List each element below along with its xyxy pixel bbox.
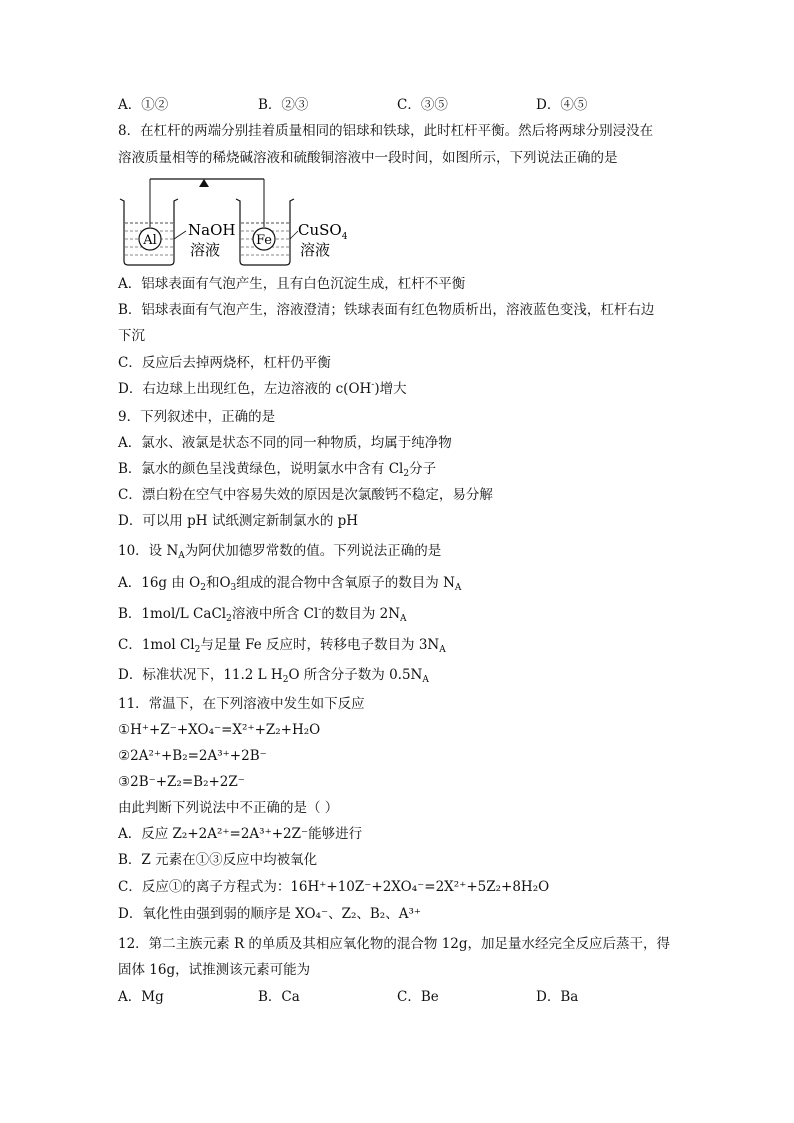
fe-ball-label: Fe xyxy=(255,233,273,248)
q11-stem: 11．常温下，在下列溶液中发生如下反应 xyxy=(118,696,365,712)
q9-option-b: B．氯水的颜色呈浅黄绿色，说明氯水中含有 $Cl_2$分子 xyxy=(118,461,437,479)
q9-option-a: A．氯水、液氯是状态不同的同一种物质，均属于纯净物 xyxy=(118,435,452,451)
q11-option-d: D．氧化性由强到弱的顺序是 XO₄⁻、Z₂、B₂、A³⁺ xyxy=(118,906,422,922)
naoh-label: NaOH xyxy=(188,221,236,239)
q9-option-c: C．漂白粉在空气中容易失效的原因是次氯酸钙不稳定，易分解 xyxy=(118,487,493,503)
q10-option-b: B．1mol/L CaCl$_2$溶液中所含 Cl-的数目为 $2N_A$ xyxy=(118,605,407,624)
q8-option-b-line-1: B．铝球表面有气泡产生，溶液澄清；铁球表面有红色物质析出，溶液蓝色变浅，杠杆右边 xyxy=(118,302,655,318)
al-ball-label: Al xyxy=(143,233,157,248)
q9-stem: 9．下列叙述中，正确的是 xyxy=(118,409,276,425)
q10-stem: 10．设 $N_A$为阿伏加德罗常数的值。下列说法正确的是 xyxy=(118,543,442,561)
q8-option-d: D．右边球上出现红色，左边溶液的 c(OH-)增大 xyxy=(118,380,407,397)
q11-question: 由此判断下列说法中不正确的是（ ） xyxy=(118,800,339,816)
q12-option-b: B．Ca xyxy=(258,989,300,1005)
q12-stem-line-2: 固体 16g，试推测该元素可能为 xyxy=(118,962,311,978)
q11-reaction-1: ①H⁺+Z⁻+XO₄⁻=X²⁺+Z₂+H₂O xyxy=(118,722,321,738)
q12-option-c: C．Be xyxy=(397,989,439,1005)
q12-option-a: A．Mg xyxy=(118,989,164,1005)
q8-option-c: C．反应后去掉两烧杯，杠杆仍平衡 xyxy=(118,355,331,371)
q7-option-d: D．④⑤ xyxy=(536,97,588,113)
q8-stem-line-1: 8．在杠杆的两端分别挂着质量相同的铝球和铁球，此时杠杆平衡。然后将两球分别浸没在 xyxy=(118,123,654,139)
q11-reaction-3: ③2B⁻+Z₂=B₂+2Z⁻ xyxy=(118,774,245,790)
q10-option-c: C．1mol $Cl_2$与足量 Fe 反应时，转移电子数目为 $3N_A$ xyxy=(118,637,446,655)
q12-stem-line-1: 12．第二主族元素 R 的单质及其相应氧化物的混合物 12g，加足量水经完全反应后蒸干，得 xyxy=(118,936,671,952)
lever-beaker-diagram xyxy=(118,173,348,269)
fulcrum-icon xyxy=(199,179,209,187)
q10-option-d: D．标准状况下，11.2 L $H_2O$ 所含分子数为 $0.5N_A$ xyxy=(118,667,429,685)
q11-reaction-2: ②2A²⁺+B₂=2A³⁺+2B⁻ xyxy=(118,748,267,764)
left-solution-label: 溶液 xyxy=(190,241,221,259)
right-solution-label: 溶液 xyxy=(300,241,331,259)
q11-option-b: B．Z 元素在①③反应中均被氧化 xyxy=(118,852,318,868)
q10-option-a: A．16g 由 $O_2$和$O_3$组成的混合物中含氧原子的数目为 $N_A$ xyxy=(118,575,462,593)
q8-stem-line-2: 溶液质量相等的稀烧碱溶液和硫酸铜溶液中一段时间，如图所示，下列说法正确的是 xyxy=(118,150,618,166)
q7-option-c: C．③⑤ xyxy=(397,97,448,113)
q7-option-b: B．②③ xyxy=(258,97,309,113)
q9-option-d: D．可以用 pH 试纸测定新制氯水的 pH xyxy=(118,513,359,529)
cuso4-label: CuSO$_4$ xyxy=(298,221,348,242)
q11-option-a: A．反应 Z₂+2A²⁺=2A³⁺+2Z⁻能够进行 xyxy=(118,826,363,842)
q7-option-a: A．①② xyxy=(118,97,169,113)
q11-option-c: C．反应①的离子方程式为：16H⁺+10Z⁻+2XO₄⁻=2X²⁺+5Z₂+8H₂O xyxy=(118,879,550,895)
q12-option-d: D．Ba xyxy=(536,989,579,1005)
q8-option-a: A．铝球表面有气泡产生，且有白色沉淀生成，杠杆不平衡 xyxy=(118,276,466,292)
q8-option-b-line-2: 下沉 xyxy=(118,328,145,344)
